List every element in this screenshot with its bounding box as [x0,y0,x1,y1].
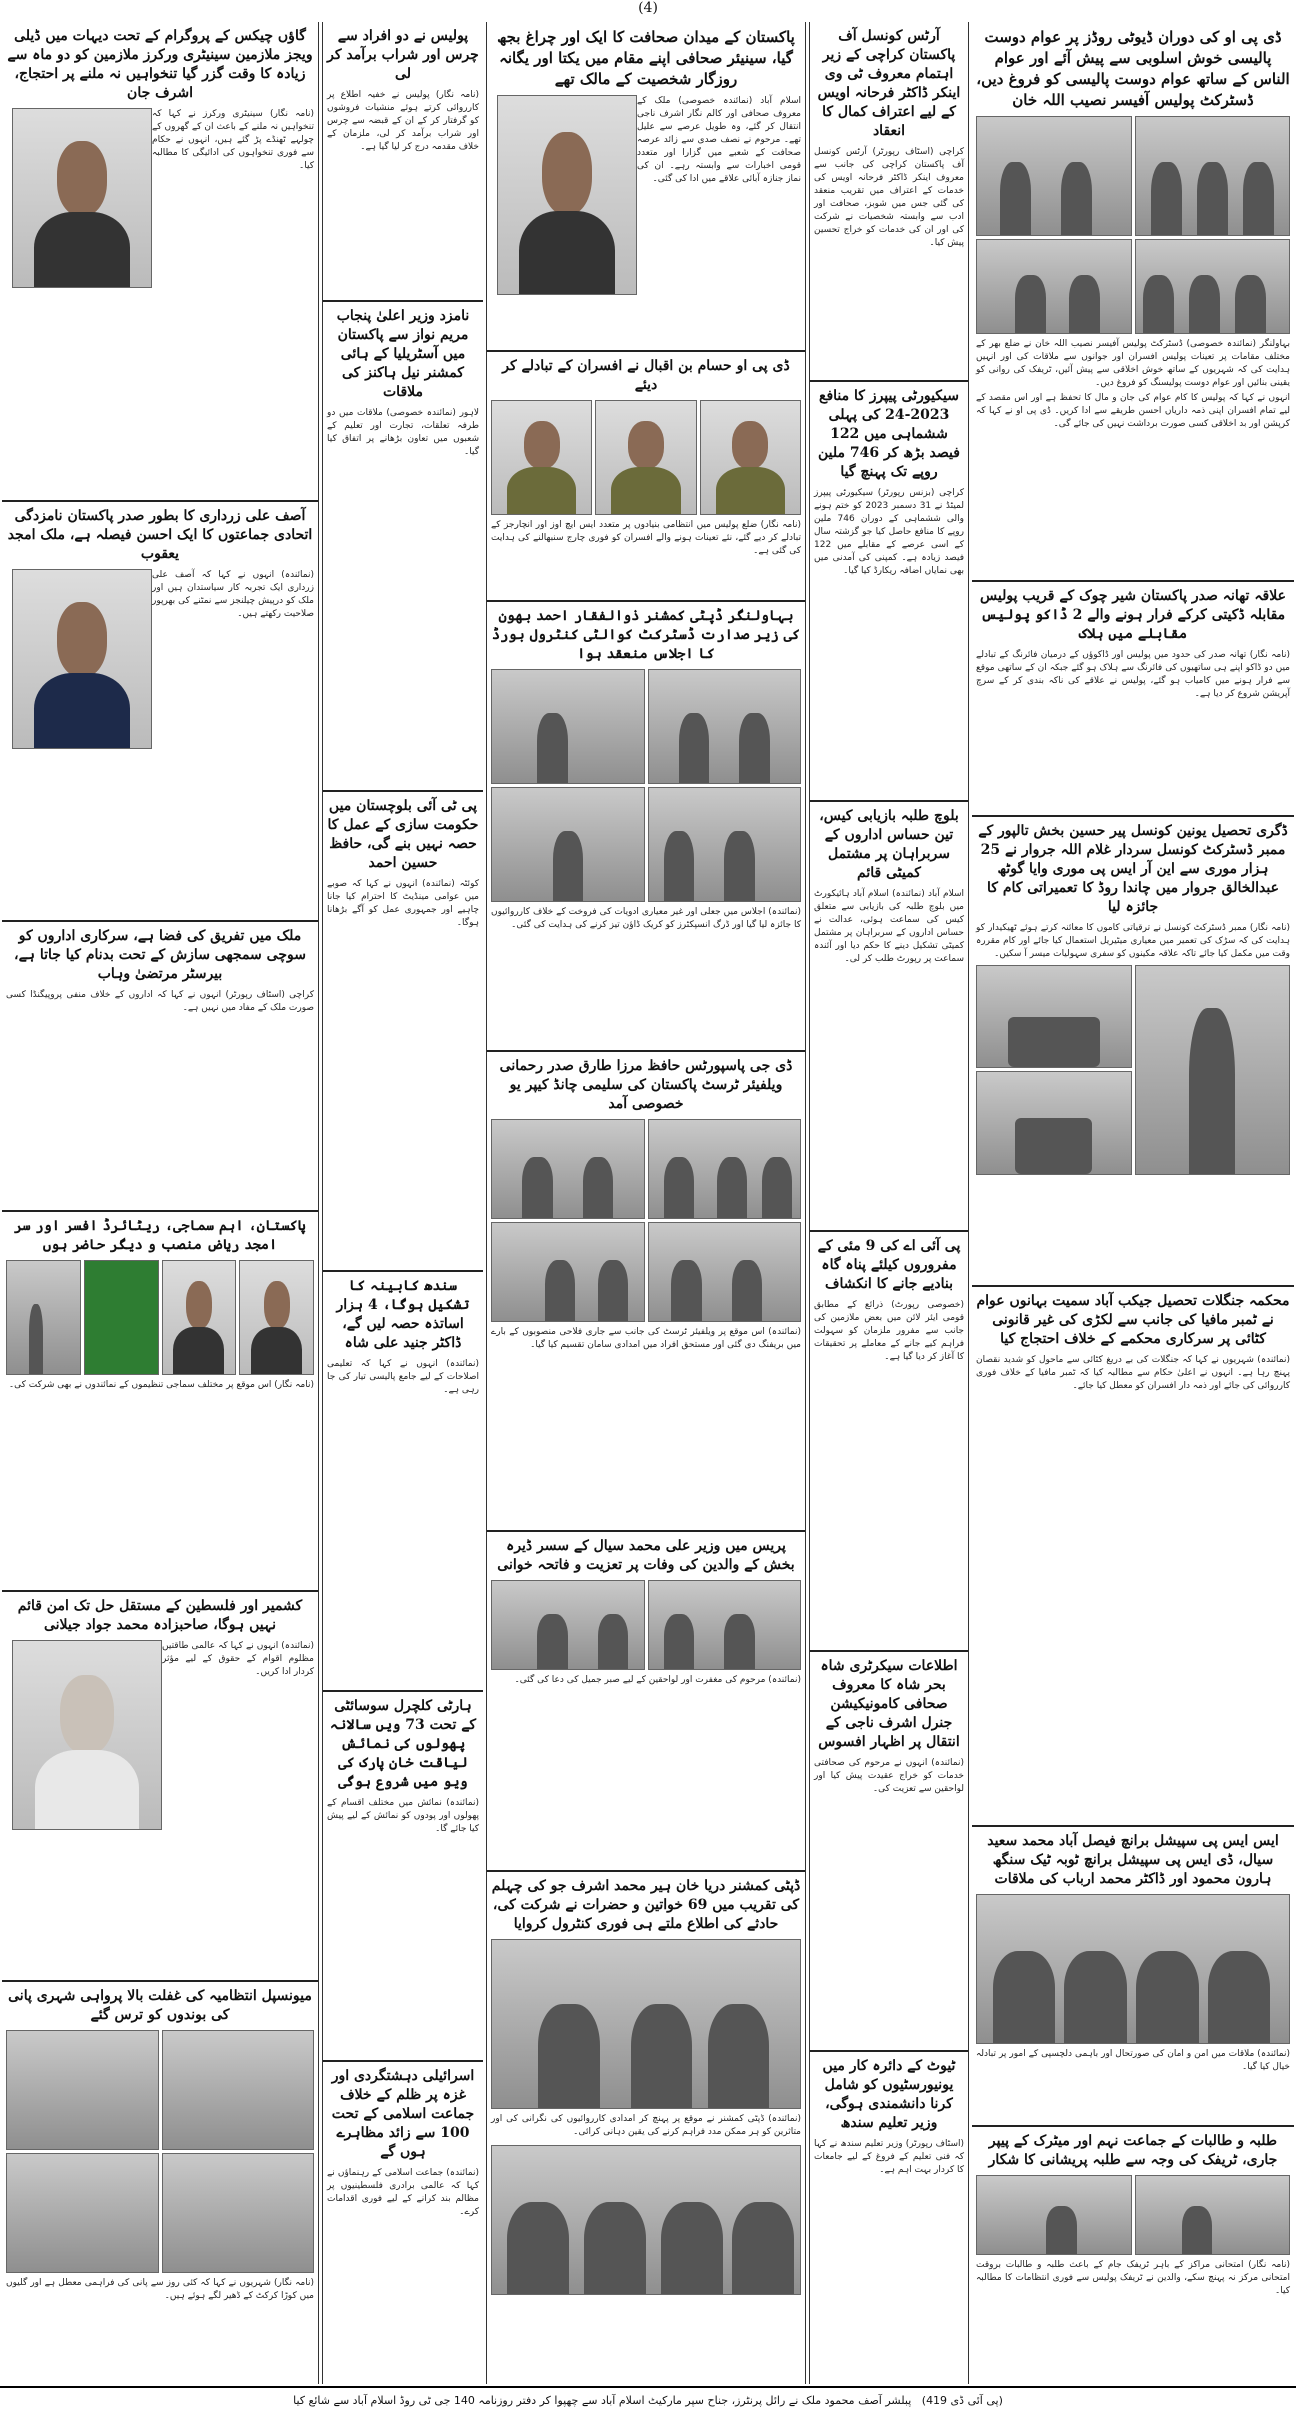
photo [976,1071,1132,1175]
headline: پی آئی اے کی 9 مئی کے مفروروں کیلئے پناہ گاہ بنادیے جانے کا انکشاف [817,1238,961,1292]
headline: ایس ایس پی سپیشل برانچ فیصل آباد محمد سعید سیال، ڈی ایس پی سپیشل برانچ ٹوبہ ٹیک سنگھ ہارون محمود اور ڈاکٹر محمد ارباب کی ملاقات [987,1833,1279,1887]
photo [491,2145,801,2295]
story-body: (نامہ نگار) شہریوں نے کہا کہ کئی روز سے پانی کی فراہمی معطل ہے اور گلیوں میں کوڑا کرکٹ کے ڈھیر لگے ہوئے ہیں۔ [6,2278,314,2301]
page-number: (4) [638,0,658,16]
photo [976,116,1132,236]
photo [976,239,1132,334]
story-body: (نمائندہ) انہوں نے مرحوم کی صحافتی خدمات کو خراج عقیدت پیش کیا اور لواحقین سے تعزیت کی۔ [814,1758,964,1794]
footer [0,2386,1296,2414]
story-body: (نامہ نگار) امتحانی مراکز کے باہر ٹریفک جام کے باعث طلبہ و طالبات بروقت امتحانی مرکز نہ پہنچ سکے، والدین نے ٹریفک پولیس سے فوری انتظامات کا مطالبہ کیا۔ [976,2260,1290,2296]
photo-grid [976,965,1290,1175]
photo [976,2175,1132,2255]
portrait-photo [491,400,592,515]
headline: سندھ کابینہ کا تشکیل ہوگا، 4 ہزار اساتذہ حصہ لیں گے، ڈاکٹر جنید علی شاہ [336,1278,470,1351]
headline: اطلاعات سیکرٹری شاہ بحر شاہ کا معروف صحافی کامونیکیشن جنرل اشرف ناجی کے انتقال پر اظہار افسوس [818,1658,960,1750]
portrait-photo [497,95,637,295]
column-4 [322,22,483,2384]
story-students-exams [972,2127,1294,2384]
photo [491,1939,801,2109]
headline: ڈی جی پاسپورٹس حافظ مرزا طارق صدر رحمانی ویلفیئر ٹرسٹ پاکستان کی سلیمی چانڈ کیپر یو خصوصی آمد [499,1058,793,1112]
story-road-construction [972,817,1294,1287]
story-body: (نمائندہ) انہوں نے کہا کہ تعلیمی اصلاحات کے لیے جامع پالیسی تیار کی جا رہی ہے۔ [327,1359,479,1395]
headline: بہاولنگر ڈپٹی کمشنر ذوالفقار احمد بھون کی زیر صدارت ڈسٹرکٹ کوالٹی کنٹرول بورڈ کا اجلاس منعقد ہوا [491,608,801,662]
photo [6,1260,81,1375]
headline: علاقہ تھانہ صدر پاکستان شیر چوک کے قریب پولیس مقابلہ ڈکیتی کرکے فرار ہونے والے 2 ڈاکو پولیس مقابلے میں ہلاک [980,588,1286,642]
story-body: (نمائندہ) انہوں نے کہا کہ عالمی طاقتیں مظلوم اقوام کے حقوق کے لیے مؤثر کردار ادا کریں۔ [162,1641,314,1677]
story-sindh-cabinet [323,1272,483,1692]
headline: ڈی پی او کی دوران ڈیوٹی روڈز پر عوام دوست پالیسی خوش اسلوبی سے پیش آئے اور عوام الناس کے ساتھ عوام دوست پالیسی کو فروغ دیں، ڈسٹرکٹ پولیس آفیسر نصیب اللہ خان [976,28,1290,109]
headline: پاکستان، اہم سماجی، ریٹائرڈ افسر اور سر امجد ریاض منصب و دیگر حاضر ہوں [14,1218,306,1253]
photo-grid [491,1580,801,1670]
photo [6,2153,159,2273]
story-pia [810,1232,968,1652]
story-body: (نمائندہ) جماعت اسلامی کے رہنماؤں نے کہا کہ عالمی برادری فلسطینیوں پر مظالم بند کرانے کے لیے فوری اقدامات کرے۔ [327,2168,479,2217]
story-quality-control [487,602,805,1052]
headline: طلبہ و طالبات کے جماعت نہم اور میٹرک کے پیپر جاری، ٹریفک کی وجہ سے طلبہ پریشانی کا شکار [988,2133,1278,2168]
story-journalist-passed [487,22,805,352]
story-body: (نمائندہ) ملاقات میں امن و امان کی صورتحال اور باہمی دلچسپی کے امور پر تبادلہ خیال کیا گیا۔ [976,2049,1290,2072]
portrait-photo [12,569,152,749]
story-body: اسلام آباد (نمائندہ) اسلام آباد ہائیکورٹ میں بلوچ طلبہ کی بازیابی سے متعلق کیس کی سماعت ہوئی، عدالت نے حساس اداروں کے سربراہان پر مشتمل کمیٹی تشکیل دینے کا حکم دیا اور آئندہ سماعت پر رپورٹ طلب کر لی۔ [814,889,964,964]
photo-strip [6,1260,314,1375]
story-body: (نمائندہ) نمائش میں مختلف اقسام کے پھولوں اور پودوں کو نمائش کے لیے پیش کیا جائے گا۔ [327,1798,479,1834]
headline: ملک میں تفریق کی فضا ہے، سرکاری اداروں کو سوچی سمجھی سازش کے تحت بدنام کیا جاتا ہے، بیرسٹر مرتضیٰ وہاب [14,928,306,982]
story-security-papers [810,382,968,802]
story-forest-department [972,1287,1294,1827]
footer-text: پبلشر آصف محمود ملک نے رائل پرنٹرز، جناح سپر مارکیٹ اسلام آباد سے چھپوا کر دفتر روزنامہ 140 جی ٹی روڈ اسلام آباد سے شائع کیا [293,2394,912,2407]
story-body: (نامہ نگار) سینیٹری ورکرز نے کہا کہ تنخواہیں نہ ملنے کے باعث ان کے گھروں کے چولہے ٹھنڈے پڑ گئے ہیں، انہوں نے حکام سے فوری تنخواہوں کی ادائیگی کا مطالبہ کیا۔ [152,109,314,171]
photo [491,787,645,902]
story-body: لاہور (نمائندہ خصوصی) ملاقات میں دو طرفہ تعلقات، تجارت اور تعلیم کے شعبوں میں تعاون بڑھانے پر اتفاق کیا گیا۔ [327,408,479,457]
portrait-photo [595,400,696,515]
story-body: بہاولنگر (نمائندہ خصوصی) ڈسٹرکٹ پولیس آفیسر نصیب اللہ خان نے ضلع بھر کے مختلف مقامات پر تعینات پولیس افسران اور جوانوں سے ملاقات کی اور انہیں ہدایت کی کہ شہریوں کے ساتھ خوش اخلاقی سے پیش آئیں، ٹریفک کی روانی کو یقینی بنائیں اور عوام دوست پولیسنگ کو فروغ دیں۔ انہوں نے کہا کہ پولیس کا کام عوام کی جان و مال کا تحفظ ہے اور اس مقصد کے لیے تمام افسران اپنی ذمہ داریاں احسن طریقے سے ادا کریں۔ ڈی پی او نے کہا کہ کرپشن اور بد اخلاقی کسی صورت برداشت نہیں کی جائے گی۔ [976,339,1290,429]
story-body: (نمائندہ) ڈپٹی کمشنر نے موقع پر پہنچ کر امدادی کارروائیوں کی نگرانی کی اور متاثرین کو ہر ممکن مدد فراہم کرنے کی یقین دہانی کرائی۔ [491,2114,801,2137]
story-body: (نامہ نگار) ممبر ڈسٹرکٹ کونسل نے ترقیاتی کاموں کا معائنہ کرتے ہوئے ٹھیکیدار کو ہدایت کی کہ سڑک کی تعمیر میں معیاری میٹیریل استعمال کیا جائے اور کام مقررہ وقت میں مکمل کیا جائے تاکہ علاقہ مکینوں کو سفری سہولیات میسر آ سکیں۔ [976,923,1290,959]
headline: ہارٹی کلچرل سوسائٹی کے تحت 73 ویں سالانہ پھولوں کی نمائش لیاقت خان پارک کی ویو میں شروع ہوگی [329,1698,477,1790]
story-special-branch [972,1827,1294,2127]
logo-photo [84,1260,159,1375]
photo [6,2030,159,2150]
story-body: (نامہ نگار) اس موقع پر مختلف سماجی تنظیموں کے نمائندوں نے بھی شرکت کی۔ [8,1380,314,1390]
story-body: (خصوصی رپورٹ) ذرائع کے مطابق قومی ایئر لائن میں بعض ملازمین کی جانب سے مفرور ملزمان کو سہولت فراہم کیے جانے کے معاملے پر تحقیقات کا آغاز کر دیا گیا ہے۔ [814,1300,964,1362]
story-tevta [810,2052,968,2384]
story-zardari-nomination [2,502,318,922]
story-baloch-students [810,802,968,1232]
photo [976,965,1132,1068]
photo [1135,965,1291,1175]
headline: بلوچ طلبہ بازیابی کیس، تین حساس اداروں کے سربراہان پر مشتمل کمیٹی قائم [819,808,959,881]
story-social-officers [2,1212,318,1592]
story-municipal-water [2,1982,318,2384]
story-body: کراچی (اسٹاف رپورٹر) آرٹس کونسل آف پاکستان کراچی کی جانب سے معروف اینکر ڈاکٹر فرحانہ اویس کی خدمات کے اعتراف میں تقریب منعقد کی گئی جس میں شوبز، صحافت اور ادب سے وابستہ شخصیات نے شرکت کی اور ان کی خدمات کو خراج تحسین پیش کیا۔ [814,147,964,248]
headline: آصف علی زرداری کا بطور صدر پاکستان نامزدگی اتحادی جماعتوں کا ایک احسن فیصلہ ہے، ملک امجد یعقوب [7,508,313,562]
portrait-photo [239,1260,314,1375]
story-body: (اسٹاف رپورٹر) وزیر تعلیم سندھ نے کہا کہ فنی تعلیم کے فروغ کے لیے جامعات کا کردار بہت اہم ہے۔ [814,2139,964,2175]
column-2 [809,22,969,2384]
photo [491,1580,645,1670]
group-photo [976,1894,1290,2044]
photo [648,787,802,902]
photo [648,1222,802,1322]
headline: پاکستان کے میدان صحافت کا ایک اور چراغ بجھ گیا، سینیئر صحافی اپنے مقام میں یکتا اور یگانہ روزگار شخصیت کے مالک تھے [497,28,795,88]
story-body: (نمائندہ) انہوں نے کہا کہ آصف علی زرداری ایک تجربہ کار سیاستدان ہیں اور ملک کو درپیش چیلنجز سے نمٹنے کی بھرپور صلاحیت رکھتے ہیں۔ [152,570,314,619]
photo-grid [491,1119,801,1322]
column-3 [486,22,806,2384]
headline: محکمہ جنگلات تحصیل جیکب آباد سمیت بہانوں عوام نے ٹمبر مافیا کی جانب سے لکڑی کی غیر قانونی کٹائی پر سرکاری محکمے کے خلاف احتجاج کیا [976,1293,1290,1347]
photo [491,1119,645,1219]
photo [648,669,802,784]
story-maryam-nawaz [323,302,483,792]
photo-grid [976,2175,1290,2255]
headline: پولیس نے دو افراد سے چرس اور شراب برآمد کر لی [327,28,479,82]
story-arts-council [810,22,968,382]
portrait-photo [12,108,152,288]
headline: نامزد وزیر اعلیٰ پنجاب مریم نواز سے پاکستان میں آسٹریلیا کے ہائی کمشنر نیل ہاکنز کی ملاقات [336,308,470,400]
headline: اسرائیلی دہشتگردی اور غزہ پر ظلم کے خلاف جماعت اسلامی کے تحت 100 سے زائد مظاہرے ہوں گے [331,2068,475,2160]
headline: ڈپٹی کمشنر دریا خان ہیر محمد اشرف جو کی چہلم کی تقریب میں 69 خواتین و حضرات نے شرکت کی، حادثے کی اطلاع ملتے ہی فوری کنٹرول کروایا [491,1878,801,1932]
photo [162,2030,315,2150]
portrait-photo [162,1260,237,1375]
story-condolence [810,1652,968,2052]
photo [162,2153,315,2273]
photo [491,1222,645,1322]
headline: ڈگری تحصیل یونین کونسل پیر حسین بخش تالپور کے ممبر ڈسٹرکٹ کونسل سردار غلام اللہ جروار نے 25 ہزار موری سے این آر ایس پی موری وایا گوٹھ عبدالخالق جروار میں چاندا روڈ کا تعمیراتی کام کا جائزہ لیا [978,823,1288,915]
story-body: کراچی (بزنس رپورٹر) سیکیورٹی پیپرز لمیٹڈ نے 31 دسمبر 2023 کو ختم ہونے والی ششماہی کے دوران 746 ملین روپے کا منافع حاصل کیا جو گزشتہ سال کے اسی عرصے کے مقابلے میں 122 فیصد زیادہ ہے۔ کمپنی کی آمدنی میں بھی نمایاں اضافہ ریکارڈ کیا گیا۔ [814,488,964,576]
story-jamaat-protest [323,2062,483,2384]
headline: پریس میں وزیر علی محمد سیال کے سسر ڈیرہ بخش کے والدین کی وفات پر تعزیت و فاتحہ خوانی [497,1538,795,1573]
headline: پی ٹی آئی بلوچستان میں حکومت سازی کے عمل کا حصہ نہیں بنے گی، حافظ حسین احمد [327,798,479,871]
headline: آرٹس کونسل آف پاکستان کراچی کے زیر اہتمام معروف ٹی وی اینکر ڈاکٹر فرحانہ اویس کے لیے اعتراف کمال کا انعقاد [817,28,961,139]
story-body: کراچی (اسٹاف رپورٹر) انہوں نے کہا کہ اداروں کے خلاف منفی پروپیگنڈا کسی صورت ملک کے مفاد میں نہیں ہے۔ [6,990,314,1013]
headline: ٹیوٹ کے دائرہ کار میں یونیورسٹیوں کو شامل کرنا دانشمندی ہوگی، وزیر تعلیم سندھ [822,2058,956,2131]
photo [491,669,645,784]
story-police-encounter [972,582,1294,817]
story-passport-dg [487,1052,805,1532]
story-body: (نمائندہ) اجلاس میں جعلی اور غیر معیاری ادویات کی فروخت کے خلاف کارروائیوں کا جائزہ لیا گیا اور ڈرگ انسپکٹرز کو کریک ڈاؤن تیز کرنے کی ہدایت کی گئی۔ [491,907,801,930]
story-fateha [487,1532,805,1872]
story-murtaza-wahab [2,922,318,1212]
photo-grid [976,116,1290,334]
column-5 [2,22,319,2384]
photo-grid [6,2030,314,2273]
headline: میونسپل انتظامیہ کی غفلت بالا پرواہی شہری پانی کی بوندوں کو ترس گئے [8,1988,312,2023]
story-body: (نامہ نگار) پولیس نے خفیہ اطلاع پر کارروائی کرتے ہوئے منشیات فروشوں کو گرفتار کر کے ان کے قبضہ سے چرس اور شراب برآمد کر لی، ملزمان کے خلاف مقدمہ درج کر لیا گیا ہے۔ [327,90,479,152]
photo [1135,239,1291,334]
story-body: کوئٹہ (نمائندہ) انہوں نے کہا کہ صوبے میں عوامی مینڈیٹ کا احترام کیا جانا چاہیے اور جمہوری عمل کو آگے بڑھانا ہوگا۔ [327,879,479,928]
photo [1135,116,1291,236]
photo [648,1119,802,1219]
story-sanitary-workers [2,22,318,502]
story-body: (نامہ نگار) تھانہ صدر کی حدود میں پولیس اور ڈاکوؤں کے درمیان فائرنگ کے تبادلے میں دو ڈاکو اپنے ہی ساتھیوں کی فائرنگ سے ہلاک ہو گئے جبکہ ان کے ساتھی موقع سے فرار ہونے میں کامیاب ہو گئے، پولیس نے علاقے کی ناکہ بندی کر کے سرچ آپریشن شروع کر دیا ہے۔ [976,650,1290,699]
photo-grid [491,669,801,902]
headline: گاؤں چیکس کے پروگرام کے تحت دیہات میں ڈیلی ویجز ملازمین سینیٹری ورکرز ملازمین کو دو ماہ سے زیادہ کا وقت گزر گیا تنخواہیں نہ ملنے پر احتجاج، اشرف جان [7,28,313,101]
story-kashmir-palestine [2,1592,318,1982]
photo [648,1580,802,1670]
story-flower-show [323,1692,483,2062]
story-body: اسلام آباد (نمائندہ خصوصی) ملک کے معروف صحافی اور کالم نگار اشرف ناجی انتقال کر گئے، وہ طویل عرصے سے علیل تھے۔ مرحوم نے نصف صدی سے زائد عرصہ صحافت کے شعبے میں گزارا اور متعدد قومی اخبارات سے وابستہ رہے۔ ان کی نماز جنازہ آبائی علاقے میں ادا کی گئی۔ [637,96,801,184]
story-body: (نمائندہ) مرحوم کی مغفرت اور لواحقین کے لیے صبر جمیل کی دعا کی گئی۔ [514,1675,801,1685]
story-pti-balochistan [323,792,483,1272]
portrait-photo [12,1640,162,1830]
story-dpo-transfers [487,352,805,602]
portrait-photo [700,400,801,515]
footer-code: (پی آئی ڈی 419) [921,2394,1003,2407]
story-deputy-commissioner [487,1872,805,2384]
column-1 [972,22,1294,2384]
story-body: (نمائندہ) اس موقع پر ویلفیئر ٹرسٹ کی جانب سے جاری فلاحی منصوبوں کے بارے میں بریفنگ دی گئی اور مستحق افراد میں امدادی سامان تقسیم کیا گیا۔ [491,1327,801,1350]
story-police-drugs [323,22,483,302]
officer-portraits [491,400,801,515]
story-body: (نامہ نگار) ضلع پولیس میں انتظامی بنیادوں پر متعدد ایس ایچ اوز اور انچارجز کے تبادلے کر دیے گئے، نئے تعینات ہونے والے افسران کو فوری چارج سنبھالنے کی ہدایت کی گئی ہے۔ [491,520,801,556]
story-dpo-policy [972,22,1294,582]
story-body: (نمائندہ) شہریوں نے کہا کہ جنگلات کی بے دریغ کٹائی سے ماحول کو شدید نقصان پہنچ رہا ہے۔ انہوں نے اعلیٰ حکام سے مطالبہ کیا کہ ٹمبر مافیا کے خلاف فوری کارروائی کی جائے اور ذمہ دار افسران کو معطل کیا جائے۔ [976,1355,1290,1391]
headline: ڈی پی او حسام بن اقبال نے افسران کے تبادلے کر دیئے [502,358,790,393]
headline: سیکیورٹی پیپرز کا منافع 2023-24 کی پہلی ششماہی میں 122 فیصد بڑھ کر 746 ملین روپے تک پہنچ گیا [818,388,960,480]
headline: کشمیر اور فلسطین کے مستقل حل تک امن قائم نہیں ہوگا، صاحبزادہ محمد جواد جیلانی [17,1598,303,1633]
photo [1135,2175,1291,2255]
